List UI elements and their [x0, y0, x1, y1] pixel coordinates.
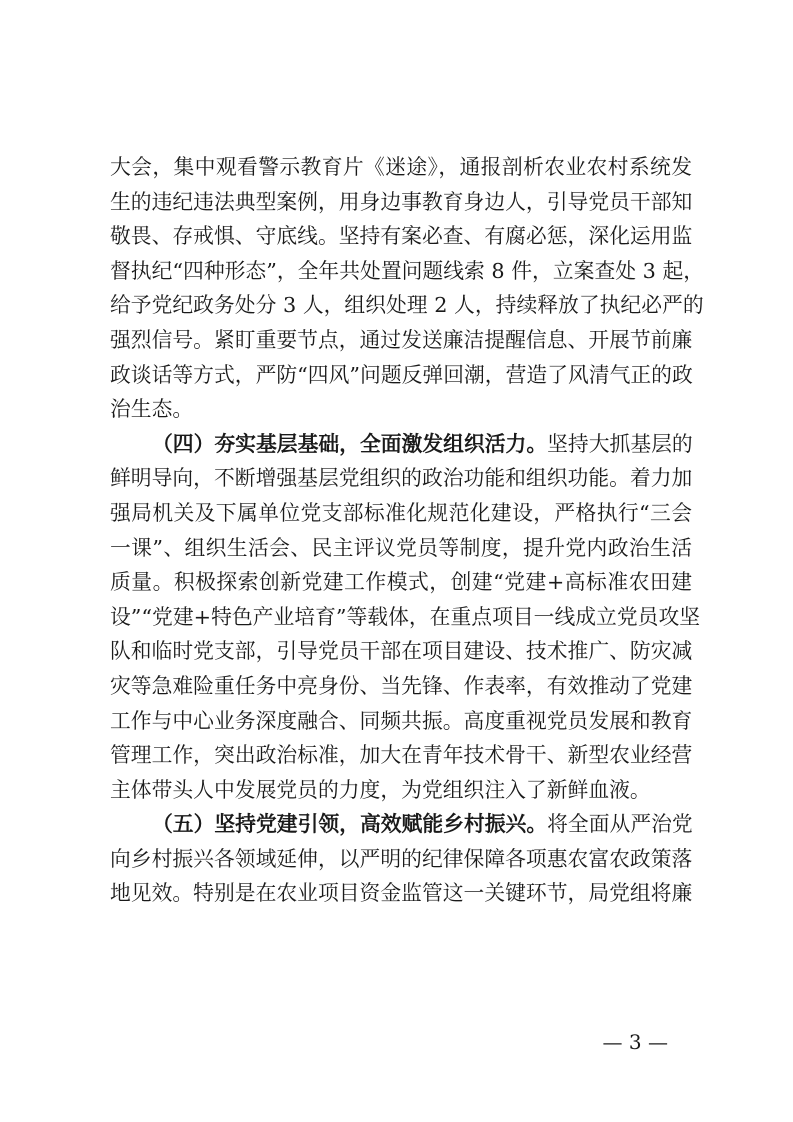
text-line: 敬畏、存戒惧、守底线。坚持有案必查、有腐必惩，深化运用监: [110, 224, 693, 249]
text-line: 大会，集中观看警示教育片《迷途》，通报剖析农业农村系统发: [110, 155, 692, 179]
text-line: 向乡村振兴各领域延伸，以严明的纪律保障各项惠农富农政策落: [110, 846, 693, 871]
text-line: 设”“党建+特色产业培育”等载体，在重点项目一线成立党员攻坚: [110, 604, 701, 629]
text-line: 一课”、组织生活会、民主评议党员等制度，提升党内政治生活: [110, 535, 692, 560]
text-line-with-heading: [110, 807, 692, 842]
section-heading-four: （四）夯实基层基础，全面激发组织活力。: [152, 430, 548, 456]
page-number: — 3 —: [602, 1030, 668, 1054]
paragraph-grassroots: [110, 427, 701, 808]
text-line: 督执纪“四种形态”，全年共处置问题线索 8 件，立案查处 3 起，: [110, 258, 705, 283]
text-line: 政谈话等方式，严防“四风”问题反弹回潮，营造了风清气正的政: [110, 362, 693, 387]
text-line-with-heading: [110, 427, 692, 462]
body-text: [110, 150, 705, 911]
text-line: 灾等急难险重任务中亮身份、当先锋、作表率，有效推动了党建: [110, 673, 693, 698]
text-line: 地见效。特别是在农业项目资金监管这一关键环节，局党组将廉: [110, 881, 693, 906]
heading-line-rest: 坚持大抓基层的: [547, 431, 693, 456]
text-line: 队和临时党支部，引导党员干部在项目建设、技术推广、防灾减: [110, 639, 693, 664]
heading-line-rest: 将全面从严治党: [547, 812, 693, 837]
section-heading-five: （五）坚持党建引领，高效赋能乡村振兴。: [152, 811, 548, 837]
text-line: 强局机关及下属单位党支部标准化规范化建设，严格执行“三会: [110, 500, 692, 525]
paragraph-discipline: [110, 150, 705, 427]
text-line: 主体带头人中发展党员的力度，为党组织注入了新鲜血液。: [110, 777, 651, 802]
paragraph-rural-revitalization: [110, 807, 692, 911]
text-line: 强烈信号。紧盯重要节点，通过发送廉洁提醒信息、开展节前廉: [110, 327, 693, 352]
text-line: 生的违纪违法典型案例，用身边事教育身边人，引导党员干部知: [110, 189, 693, 214]
text-line: 给予党纪政务处分 3 人，组织处理 2 人，持续释放了执纪必严的: [110, 293, 704, 318]
text-line: 鲜明导向，不断增强基层党组织的政治功能和组织功能。着力加: [110, 466, 693, 491]
text-line: 治生态。: [110, 397, 194, 422]
text-line: 管理工作，突出政治标准，加大在青年技术骨干、新型农业经营: [110, 743, 693, 768]
text-line: 工作与中心业务深度融合、同频共振。高度重视党员发展和教育: [110, 708, 693, 733]
text-line: 质量。积极探索创新党建工作模式，创建“党建+高标准农田建: [110, 570, 692, 595]
